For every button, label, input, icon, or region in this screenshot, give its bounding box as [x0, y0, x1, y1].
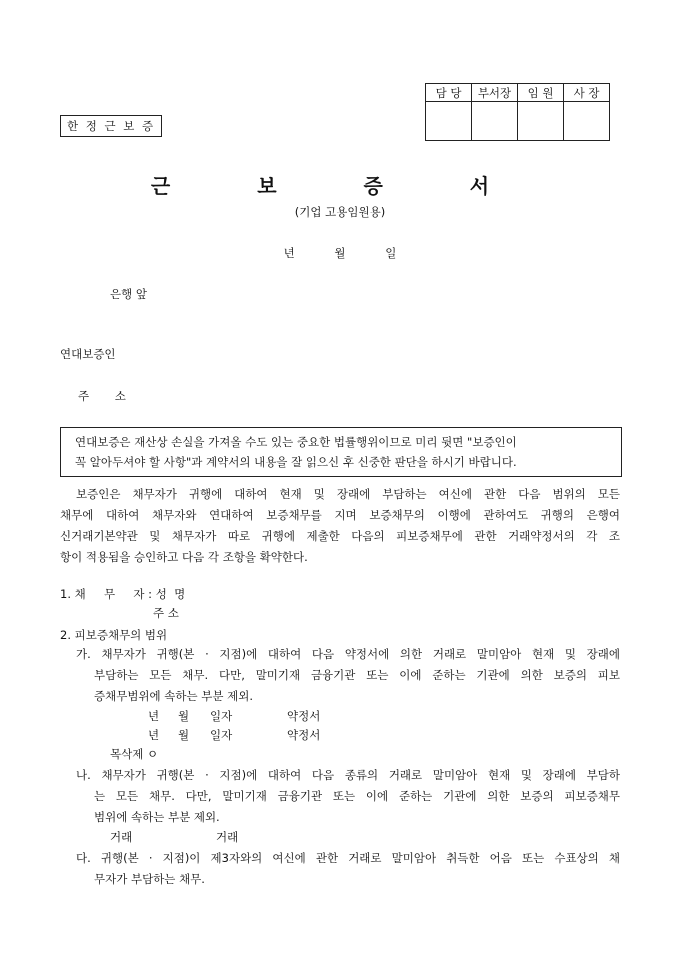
intro-line-2: 채무에 대하여 채무자와 연대하여 보증채무를 지며 보증채무의 이행에 관하여도 귀행의 은행여: [60, 508, 620, 522]
contract-row1-month: 월: [178, 709, 190, 723]
deleted-item: 목삭제 ㅇ: [110, 747, 159, 761]
approval-header-staff: 담 당: [426, 84, 472, 102]
notice-box: [60, 427, 622, 477]
item-ga-line-1: 가. 채무자가 귀행(본 · 지점)에 대하여 다음 약정서에 의한 거래로 말미암아 현재 및 장래에: [76, 647, 620, 661]
debtor-name-label: 1. 채 무 자 : 성 명: [60, 587, 186, 601]
notice-line-2: 꼭 알아두셔야 할 사항"과 계약서의 내용을 잘 읽으신 후 신중한 판단을 하시기 바랍니다.: [75, 455, 517, 469]
notice-line-1: 연대보증은 재산상 손실을 가져올 수도 있는 중요한 법률행위이므로 미리 뒷면 "보증인이: [75, 435, 517, 449]
intro-line-4: 항이 적용됨을 승인하고 다음 각 조항을 확약한다.: [60, 550, 308, 564]
intro-line-3: 신거래기본약관 및 채무자가 따로 귀행에 제출한 다음의 피보증채무에 관한 거래약정서의 각 조: [60, 529, 620, 543]
approval-table: [425, 83, 610, 141]
contract-row1-date: 일자: [210, 709, 233, 723]
address-label: 주 소: [78, 389, 126, 403]
trade-type-2: 거래: [216, 830, 239, 844]
approval-header-dept-head: 부서장: [472, 84, 518, 102]
debtor-address-label: 주 소: [153, 606, 179, 620]
contract-row2-year: 년: [148, 728, 160, 742]
item-na-line-2: 는 모든 채무. 다만, 말미기재 금융기관 또는 이에 준하는 기관에 의한 보증의 피보증채무: [94, 789, 620, 803]
contract-row2-agreement: 약정서: [287, 728, 321, 742]
item-na-line-1: 나. 채무자가 귀행(본 · 지점)에 대하여 다음 종류의 거래로 말미암아 현재 및 장래에 부담하: [76, 768, 620, 782]
approval-sign-cell-staff[interactable]: [426, 102, 472, 141]
guarantor-label: 연대보증인: [60, 347, 116, 361]
contract-row2-month: 월: [178, 728, 190, 742]
scope-title: 2. 피보증채무의 범위: [60, 628, 168, 642]
approval-sign-cell-executive[interactable]: [518, 102, 564, 141]
item-da-line-1: 다. 귀행(본 · 지점)이 제3자와의 여신에 관한 거래로 말미암아 취득한 어음 또는 수표상의 채: [76, 851, 620, 865]
contract-row1-year: 년: [148, 709, 160, 723]
item-ga-line-2: 부담하는 모든 채무. 다만, 말미기재 금융기관 또는 이에 준하는 기관에 의한 보증의 피보: [94, 668, 620, 682]
document-title: 근 보 증 서: [150, 174, 530, 198]
item-na-line-3: 범위에 속하는 부분 제외.: [94, 810, 220, 824]
contract-row1-agreement: 약정서: [287, 709, 321, 723]
addressee: 은행 앞: [110, 287, 147, 301]
document-subtitle: (기업 고용임원용): [294, 205, 386, 219]
trade-type-1: 거래: [110, 830, 133, 844]
contract-row2-date: 일자: [210, 728, 233, 742]
approval-sign-cell-dept-head[interactable]: [472, 102, 518, 141]
intro-line-1: 보증인은 채무자가 귀행에 대하여 현재 및 장래에 부담하는 여신에 관한 다음 범위의 모든: [76, 487, 620, 501]
limited-guarantee-stamp: 한 정 근 보 증: [60, 115, 162, 137]
approval-header-president: 사 장: [564, 84, 610, 102]
approval-header-executive: 임 원: [518, 84, 564, 102]
date-line: 년 월 일: [283, 246, 397, 260]
item-da-line-2: 무자가 부담하는 채무.: [94, 872, 205, 886]
item-ga-line-3: 증채무범위에 속하는 부분 제외.: [94, 689, 254, 703]
approval-sign-cell-president[interactable]: [564, 102, 610, 141]
